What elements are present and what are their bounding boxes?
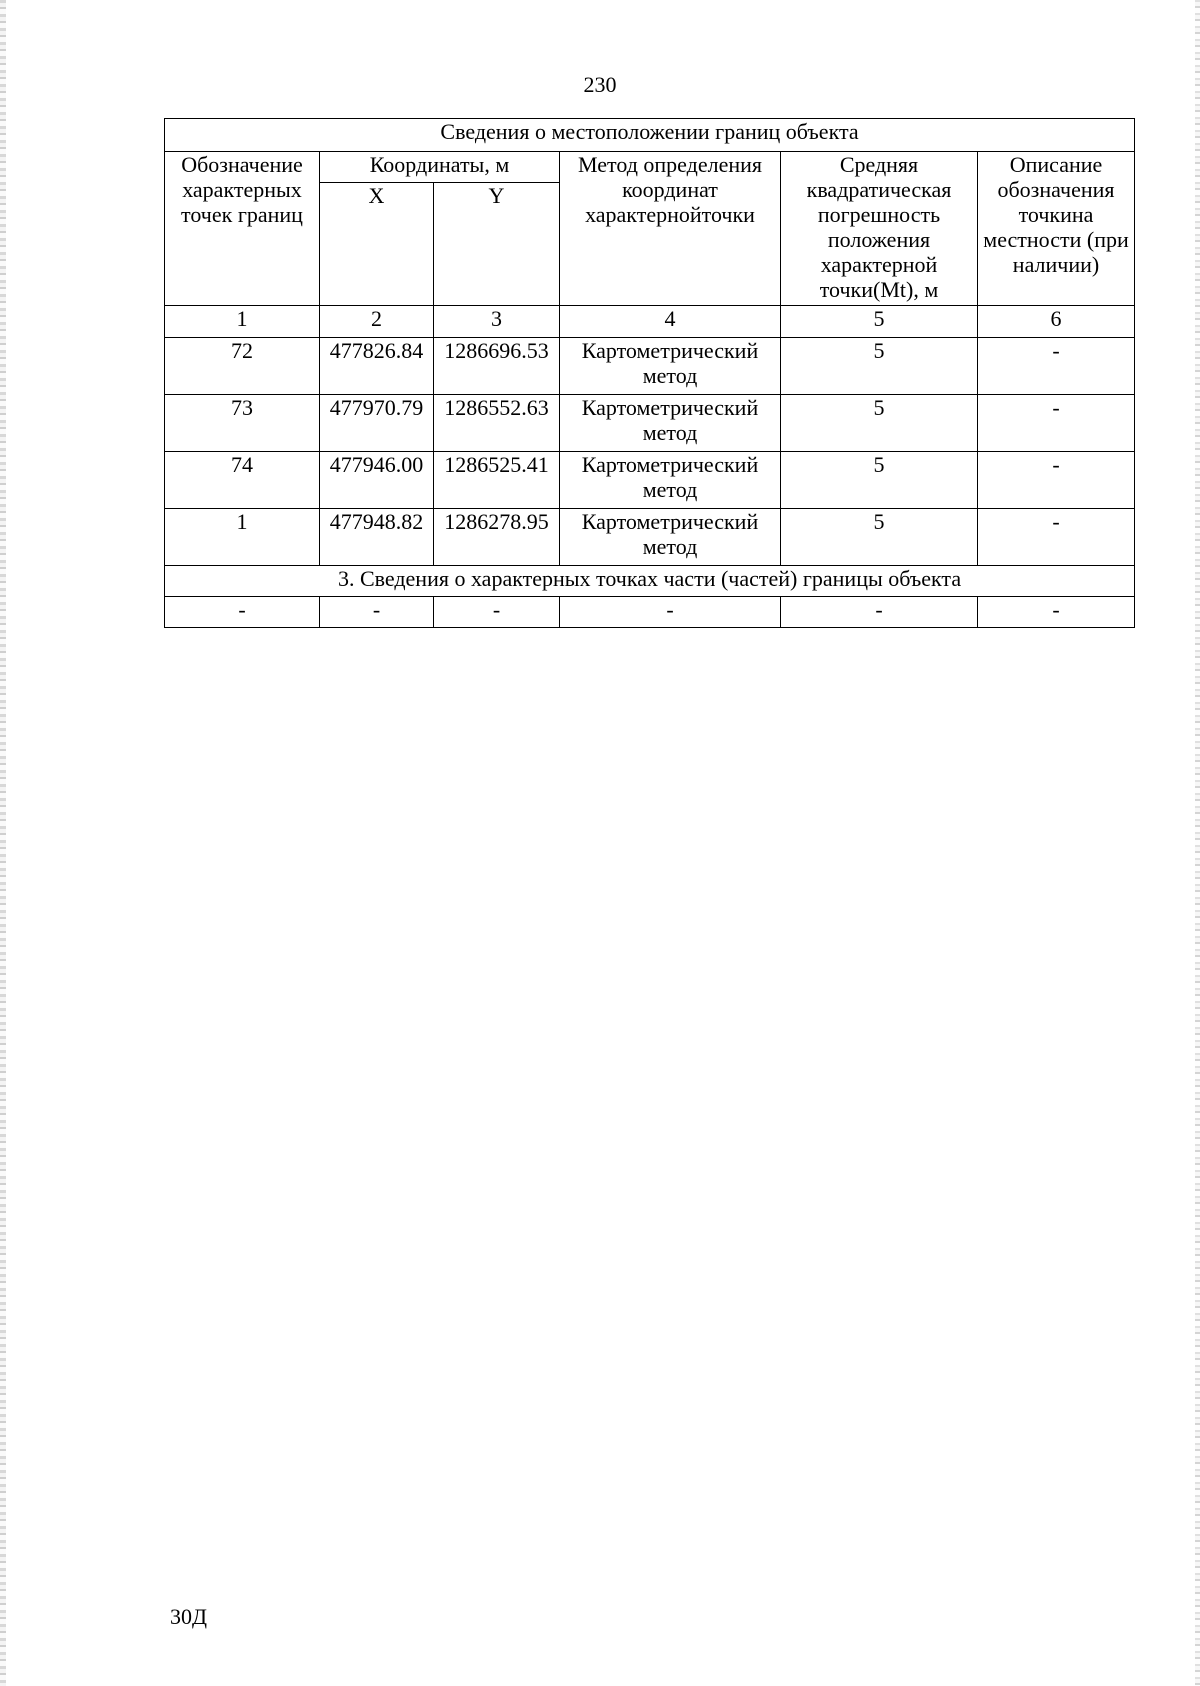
cell-error: 5 <box>781 338 978 395</box>
column-number: 3 <box>434 306 560 338</box>
header-x: X <box>320 183 434 306</box>
header-y: Y <box>434 183 560 306</box>
column-number: 6 <box>978 306 1135 338</box>
column-numbers-row <box>165 306 1135 338</box>
page-number: 230 <box>583 72 617 97</box>
table-row <box>165 395 1135 452</box>
table-row <box>165 452 1135 509</box>
cell-x: 477826.84 <box>320 338 434 395</box>
section3-cell: - <box>320 597 434 628</box>
column-number: 1 <box>165 306 320 338</box>
cell-y: 1286552.63 <box>434 395 560 452</box>
scan-edge-left <box>0 0 6 1686</box>
column-number: 2 <box>320 306 434 338</box>
cell-description: - <box>978 452 1135 509</box>
header-description: Описание обозначения точкина местности (при наличии) <box>978 152 1135 306</box>
section3-cell: - <box>560 597 781 628</box>
cell-x: 477970.79 <box>320 395 434 452</box>
column-number: 5 <box>781 306 978 338</box>
table-row <box>165 338 1135 395</box>
cell-method: Картометрический метод <box>560 395 781 452</box>
cell-method: Картометрический метод <box>560 338 781 395</box>
scan-edge-right <box>1195 0 1200 1686</box>
cell-point: 74 <box>165 452 320 509</box>
footer-code: 30Д <box>170 1604 208 1629</box>
cell-point: 73 <box>165 395 320 452</box>
cell-x: 477948.82 <box>320 509 434 566</box>
header-error: Средняя квадратическая погрешность положения характерной точки(Mt), м <box>781 152 978 306</box>
cell-error: 5 <box>781 452 978 509</box>
cell-error: 5 <box>781 509 978 566</box>
cell-description: - <box>978 509 1135 566</box>
cell-x: 477946.00 <box>320 452 434 509</box>
section3-cell: - <box>434 597 560 628</box>
section3-cell: - <box>978 597 1135 628</box>
table-row <box>165 509 1135 566</box>
cell-method: Картометрический метод <box>560 452 781 509</box>
table-title: Сведения о местоположении границ объекта <box>165 119 1135 152</box>
header-coordinates: Координаты, м <box>320 152 560 183</box>
cell-method: Картометрический метод <box>560 509 781 566</box>
boundary-table <box>164 118 1135 628</box>
cell-point: 1 <box>165 509 320 566</box>
cell-description: - <box>978 338 1135 395</box>
section3-cell: - <box>165 597 320 628</box>
column-number: 4 <box>560 306 781 338</box>
cell-point: 72 <box>165 338 320 395</box>
cell-error: 5 <box>781 395 978 452</box>
section3-cell: - <box>781 597 978 628</box>
cell-y: 1286525.41 <box>434 452 560 509</box>
cell-y: 1286696.53 <box>434 338 560 395</box>
section3-row <box>165 597 1135 628</box>
header-point-designation: Обозначение характерных точек границ <box>165 152 320 306</box>
header-method: Метод определения координат характернойточки <box>560 152 781 306</box>
cell-description: - <box>978 395 1135 452</box>
section3-title: 3. Сведения о характерных точках части (частей) границы объекта <box>165 566 1135 597</box>
cell-y: 1286278.95 <box>434 509 560 566</box>
